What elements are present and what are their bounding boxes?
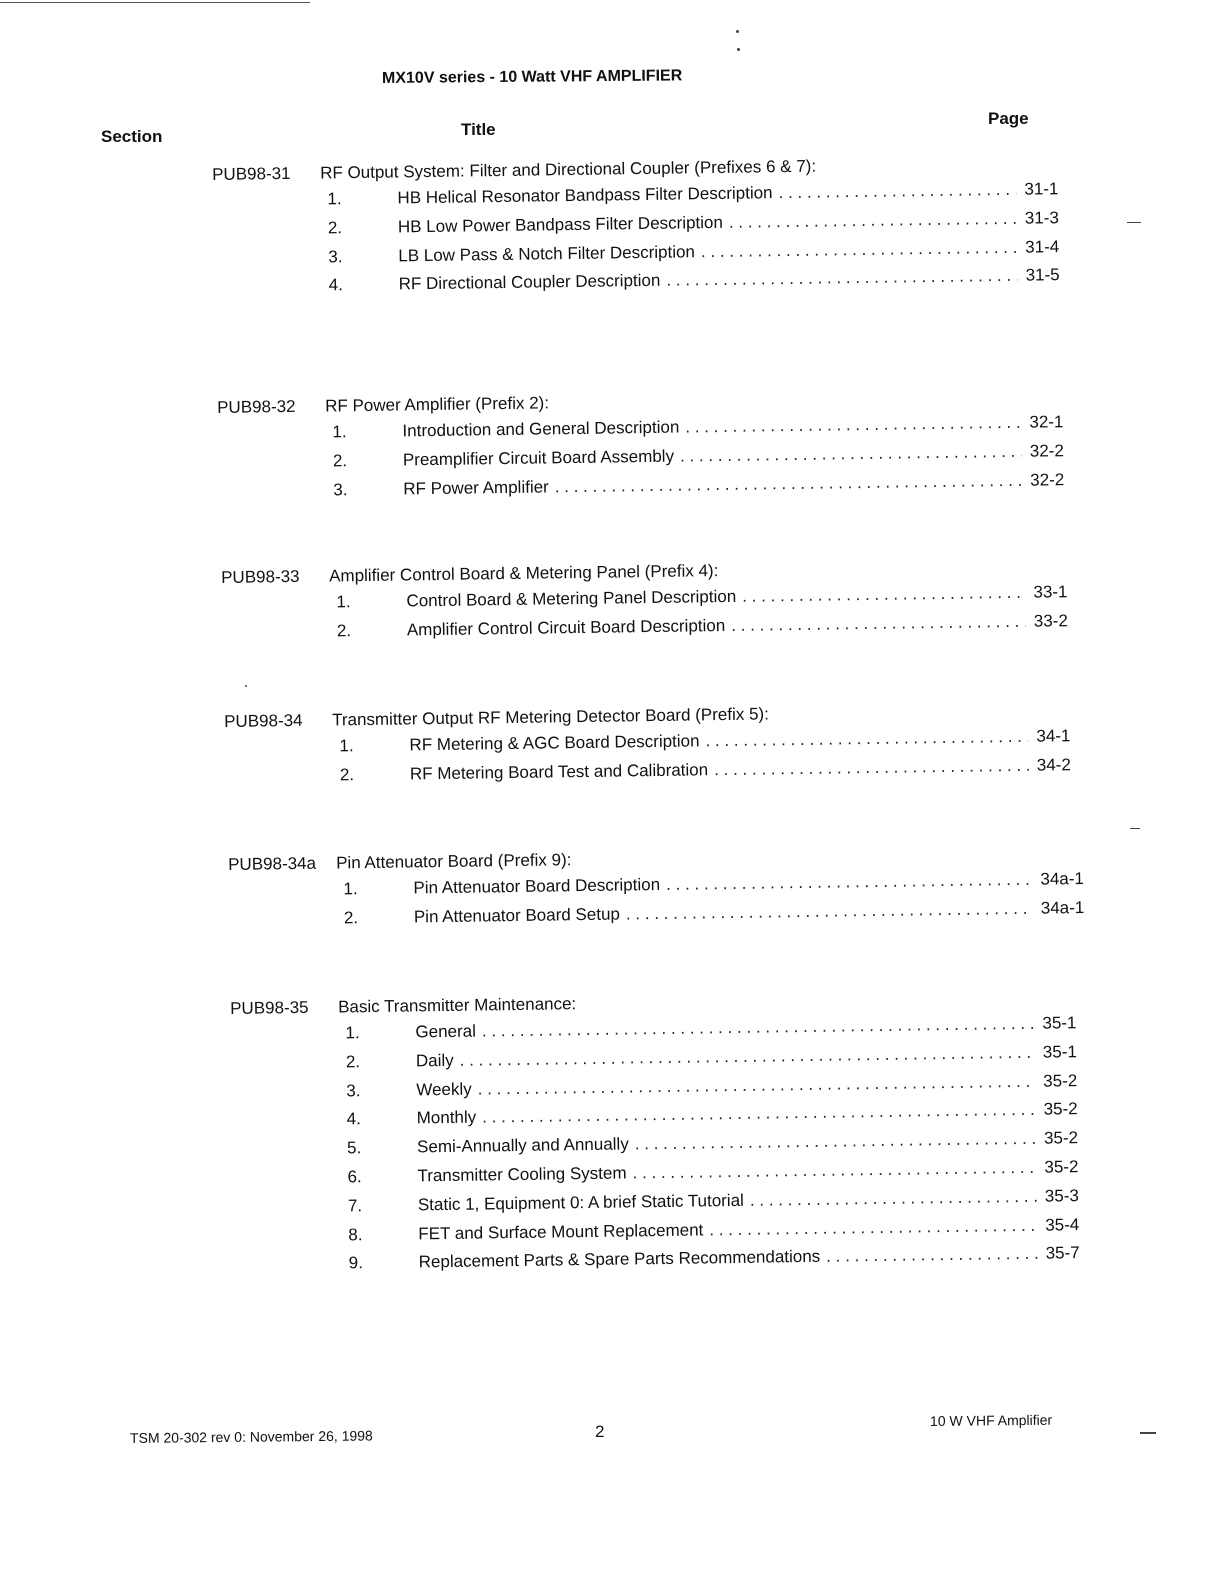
- section-code: PUB98-34: [224, 710, 303, 731]
- scan-speck: [737, 48, 740, 51]
- entry-title: Daily: [415, 1050, 454, 1071]
- entry-number: 4.: [346, 1109, 362, 1129]
- entry-number: 1.: [332, 422, 347, 442]
- document-title: MX10V series - 10 Watt VHF AMPLIFIER: [381, 67, 683, 87]
- dot-leader: [714, 756, 1029, 780]
- entry-page-number: 35-1: [1042, 1041, 1077, 1062]
- dot-leader: [826, 1244, 1038, 1267]
- entry-title: LB Low Pass & Notch Filter Description: [398, 241, 696, 266]
- entry-page-number: 33-2: [1033, 610, 1068, 631]
- scan-edge-line: [0, 2, 310, 3]
- entry-page-number: 35-1: [1042, 1013, 1077, 1033]
- entry-page-number: 34-1: [1036, 726, 1071, 746]
- entry-page-number: 35-7: [1045, 1243, 1080, 1264]
- dot-leader: [666, 870, 1033, 895]
- entry-title: Control Board & Metering Panel Description: [406, 586, 737, 611]
- entry-title: RF Directional Coupler Description: [398, 271, 661, 294]
- entry-title: RF Metering Board Test and Calibration: [409, 760, 709, 784]
- column-header-section: Section: [101, 127, 163, 146]
- footer-product-name: 10 W VHF Amplifier: [929, 1411, 1053, 1429]
- entry-page-number: 35-3: [1044, 1185, 1079, 1206]
- entry-number: 2.: [332, 450, 348, 471]
- entry-number: 1.: [345, 1023, 360, 1043]
- dot-leader: [742, 583, 1025, 607]
- entry-page-number: 31-4: [1025, 236, 1060, 257]
- entry-number: 6.: [347, 1167, 362, 1187]
- section-code: PUB98-35: [230, 997, 309, 1018]
- entry-number: 2.: [336, 620, 352, 641]
- entry-title: Semi-Annually and Annually: [416, 1134, 629, 1157]
- entry-number: 1.: [343, 879, 358, 899]
- dot-leader: [685, 413, 1021, 438]
- entry-page-number: 34a-1: [1040, 869, 1085, 889]
- section-title: Transmitter Output RF Metering Detector Board (Prefix 5):: [331, 704, 770, 730]
- column-header-title: Title: [461, 120, 496, 139]
- entry-title: Transmitter Cooling System: [417, 1163, 627, 1186]
- entry-title: FET and Surface Mount Replacement: [418, 1219, 704, 1243]
- entry-page-number: 35-2: [1043, 1099, 1078, 1120]
- toc-section: [221, 556, 1092, 652]
- dot-leader: [705, 727, 1028, 752]
- entry-page-number: 33-1: [1033, 582, 1068, 602]
- dot-leader: [778, 180, 1016, 203]
- entry-title: Monthly: [416, 1107, 477, 1128]
- footer-page-number: 2: [595, 1422, 605, 1441]
- entry-title: Preamplifier Circuit Board Assembly: [402, 446, 675, 470]
- entry-page-number: 34-2: [1036, 754, 1071, 775]
- entry-number: 1.: [336, 592, 351, 612]
- entry-number: 1.: [327, 189, 342, 209]
- dot-leader: [701, 237, 1018, 261]
- entry-number: 5.: [346, 1138, 362, 1158]
- entry-title: Replacement Parts & Spare Parts Recommendations: [418, 1247, 821, 1272]
- column-header-page: Page: [988, 109, 1029, 128]
- entry-page-number: 31-5: [1025, 265, 1060, 286]
- dot-leader: [666, 266, 1018, 291]
- dot-leader: [680, 442, 1022, 467]
- entry-number: 2.: [327, 217, 343, 238]
- entry-title: HB Helical Resonator Bandpass Filter Description: [397, 183, 773, 208]
- section-code: PUB98-34a: [228, 853, 317, 874]
- entry-number: 3.: [328, 246, 343, 266]
- entry-number: 3.: [333, 479, 348, 499]
- section-code: PUB98-33: [221, 566, 300, 587]
- section-title: RF Power Amplifier (Prefix 2):: [324, 393, 550, 416]
- scan-speck: [245, 685, 247, 687]
- dot-leader: [632, 1158, 1036, 1184]
- toc-section: [224, 700, 1095, 796]
- entry-title: RF Power Amplifier: [403, 476, 549, 499]
- section-code: PUB98-31: [212, 163, 291, 184]
- entry-title: General: [415, 1021, 477, 1042]
- entry-number: 3.: [346, 1080, 361, 1100]
- entry-title: Pin Attenuator Board Description: [413, 874, 661, 898]
- entry-title: RF Metering & AGC Board Description: [409, 731, 700, 755]
- section-title: RF Output System: Filter and Directional Coupler (Prefixes 6 & 7):: [319, 156, 817, 183]
- toc-section: [228, 843, 1099, 939]
- entry-title: Static 1, Equipment 0: A brief Static Tutorial: [417, 1190, 745, 1215]
- dot-leader: [750, 1187, 1037, 1211]
- scan-speck: [736, 30, 739, 33]
- entry-number: 9.: [348, 1253, 364, 1273]
- scan-speck: [1140, 1432, 1156, 1434]
- entry-page-number: 31-1: [1024, 179, 1059, 199]
- entry-number: 2.: [339, 764, 355, 785]
- toc-section: [217, 386, 1088, 511]
- dot-leader: [626, 899, 1033, 925]
- entry-number: 2.: [345, 1051, 361, 1072]
- toc-section: [212, 153, 1084, 306]
- entry-page-number: 35-2: [1043, 1128, 1079, 1148]
- section-title: Pin Attenuator Board (Prefix 9):: [335, 850, 572, 873]
- entry-page-number: 35-2: [1044, 1157, 1079, 1177]
- toc-section: [230, 987, 1104, 1284]
- entry-page-number: 34a-1: [1040, 897, 1085, 918]
- entry-title: Pin Attenuator Board Setup: [413, 904, 621, 927]
- entry-title: Amplifier Control Circuit Board Description: [406, 615, 726, 640]
- dot-leader: [635, 1129, 1037, 1155]
- scan-speck: [1130, 828, 1140, 829]
- entry-title: Introduction and General Description: [402, 417, 680, 441]
- dot-leader: [709, 1215, 1037, 1240]
- entry-number: 1.: [339, 736, 354, 756]
- footer-document-id: TSM 20-302 rev 0: November 26, 1998: [129, 1427, 373, 1446]
- entry-page-number: 35-4: [1045, 1214, 1080, 1235]
- entry-page-number: 32-1: [1029, 412, 1064, 432]
- entry-page-number: 32-2: [1030, 469, 1065, 490]
- entry-title: Weekly: [416, 1079, 472, 1100]
- dot-leader: [731, 612, 1026, 636]
- entry-page-number: 32-2: [1029, 440, 1064, 461]
- entry-number: 7.: [347, 1195, 363, 1216]
- dot-leader: [729, 209, 1017, 233]
- entry-page-number: 31-3: [1024, 207, 1059, 228]
- entry-number: 2.: [343, 907, 359, 928]
- entry-number: 8.: [348, 1224, 363, 1244]
- section-title: Basic Transmitter Maintenance:: [337, 994, 577, 1017]
- entry-title: HB Low Power Bandpass Filter Description: [397, 212, 724, 237]
- section-code: PUB98-32: [217, 396, 296, 417]
- entry-page-number: 35-2: [1043, 1070, 1078, 1091]
- entry-number: 4.: [328, 275, 344, 295]
- scan-speck: [1127, 222, 1141, 223]
- section-title: Amplifier Control Board & Metering Panel (Prefix 4):: [328, 561, 719, 586]
